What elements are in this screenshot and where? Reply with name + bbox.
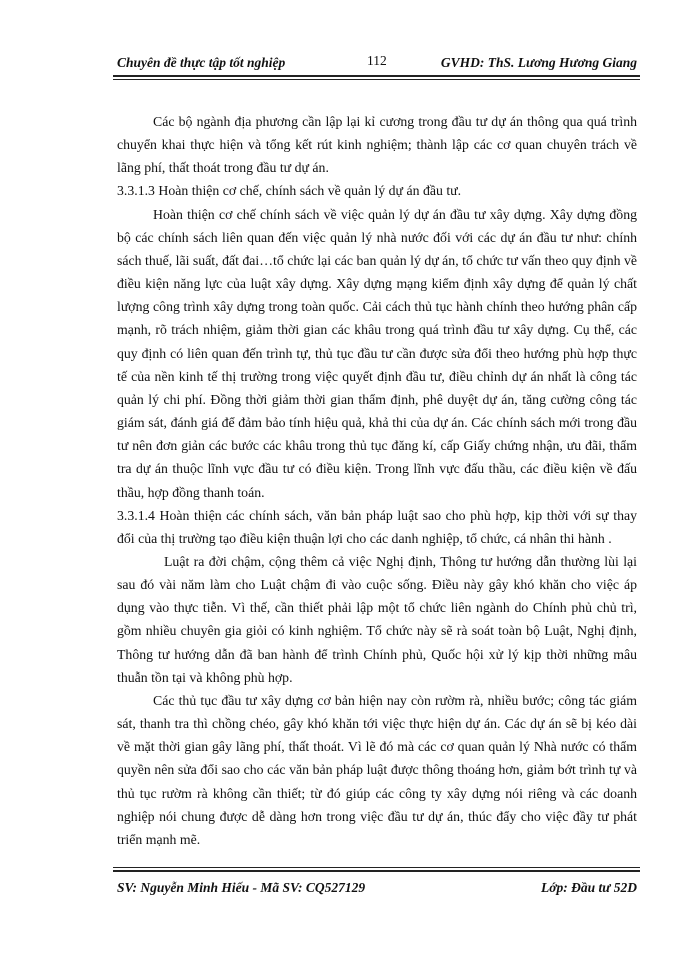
- header-rule-thick: [113, 75, 640, 77]
- page-header: [117, 55, 637, 75]
- header-title: Chuyên đề thực tập tốt nghiệp: [117, 55, 286, 70]
- paragraph: Hoàn thiện cơ chế chính sách về việc quản lý dự án đầu tư xây dựng. Xây dựng đồng bộ các chính sách liên quan đến việc quản lý nhà nước đối với các dự án đầu tư như: chính sách thuế, lãi suất, đất đai…tổ chức lại các ban quản lý dự án, tổ chức tư vấn theo quy định về điều kiện năng lực của luật xây dựng. Xây dựng mạng kiểm định xây dựng để quản lý chất lượng công trình xây dựng trong toàn quốc. Cải cách thủ tục hành chính theo hướng phân cấp mạnh, rõ trách nhiệm, giảm thời gian các khâu trong quá trình đầu tư xây dựng. Cụ thể, các quy định có liên quan đến trình tự, thủ tục đầu tư cần được sửa đổi theo hướng phù hợp thực tế của nền kinh tế thị trường trong việc quyết định đầu tư, điều chỉnh dự án nhất là công tác quản lý chi phí. Đồng thời giảm thời gian thẩm định, phê duyệt dự án, tăng cường công tác giám sát, đánh giá để đảm bảo tính hiệu quả, khả thi của dự án. Các chính sách mới trong đầu tư nên đơn giản các bước các khâu trong thủ tục đăng kí, cấp Giấy chứng nhận, ưu đãi, thẩm tra dự án thuộc lĩnh vực đầu tư có điều kiện. Trong lĩnh vực đấu thầu, các điều kiện về đấu thầu, hợp đồng thanh toán.: [117, 206, 637, 500]
- section-heading: 3.3.1.4 Hoàn thiện các chính sách, văn bản pháp luật sao cho phù hợp, kịp thời với sự thay đổi của thị trường tạo điều kiện thuận lợi cho các danh nghiệp, tổ chức, cá nhân thi hành .: [117, 507, 637, 546]
- paragraph: Các thủ tục đầu tư xây dựng cơ bản hiện nay còn rườm rà, nhiều bước; công tác giám sát, thanh tra thì chồng chéo, gây khó khăn tới việc thực hiện dự án. Các dự án sẽ bị kéo dài về mặt thời gian gây lãng phí, thất thoát. Vì lẽ đó mà các cơ quan quản lý Nhà nước có thẩm quyền nên sửa đổi sao cho các văn bản pháp luật được thông thoáng hơn, giảm bớt trình tự và thủ tục rườm rà không cần thiết; từ đó giúp các công ty xây dựng nói riêng và các doanh nghiệp nói chung được dễ dàng hơn trong việc đầu tư dự án, thúc đẩy cho việc đầy tư phát triển mạnh mẽ.: [117, 692, 637, 847]
- footer-student: SV: Nguyễn Minh Hiếu - Mã SV: CQ527129: [117, 880, 366, 895]
- page-footer: [117, 880, 637, 900]
- body-text: [117, 110, 637, 851]
- footer-class: Lớp: Đầu tư 52D: [541, 880, 637, 895]
- section-heading: 3.3.1.3 Hoàn thiện cơ chế, chính sách về quản lý dự án đầu tư.: [117, 183, 462, 199]
- footer-rule-thin: [113, 867, 640, 868]
- header-rule-thin: [113, 79, 640, 80]
- paragraph: Luật ra đời chậm, cộng thêm cả việc Nghị định, Thông tư hướng dẫn thường lùi lại sau đó vài năm làm cho Luật chậm đi vào cuộc sống. Điều này gây khó khăn cho việc áp dụng vào thực tiễn. Vì thế, cần thiết phải lập một tổ chức liên ngành do Chính phủ chủ trì, gồm nhiều chuyên gia giỏi có kinh nghiệm. Tổ chức này sẽ rà soát toàn bộ Luật, Nghị định, Thông tư hướng dẫn đã ban hành để trình Chính phủ, Quốc hội xử lý kịp thời những mâu thuẫn tồn tại và không phù hợp.: [117, 553, 637, 685]
- paragraph: Các bộ ngành địa phương cần lập lại kỉ cương trong đầu tư dự án thông qua quá trình chuyển khai thực hiện và tổng kết rút kinh nghiệm; thành lập các cơ quan chuyên trách về lãng phí, thất thoát trong đầu tư dự án.: [117, 114, 637, 176]
- header-advisor: GVHD: ThS. Lương Hương Giang: [440, 55, 637, 70]
- footer-rule-thick: [113, 870, 640, 872]
- page-number: 112: [367, 53, 387, 68]
